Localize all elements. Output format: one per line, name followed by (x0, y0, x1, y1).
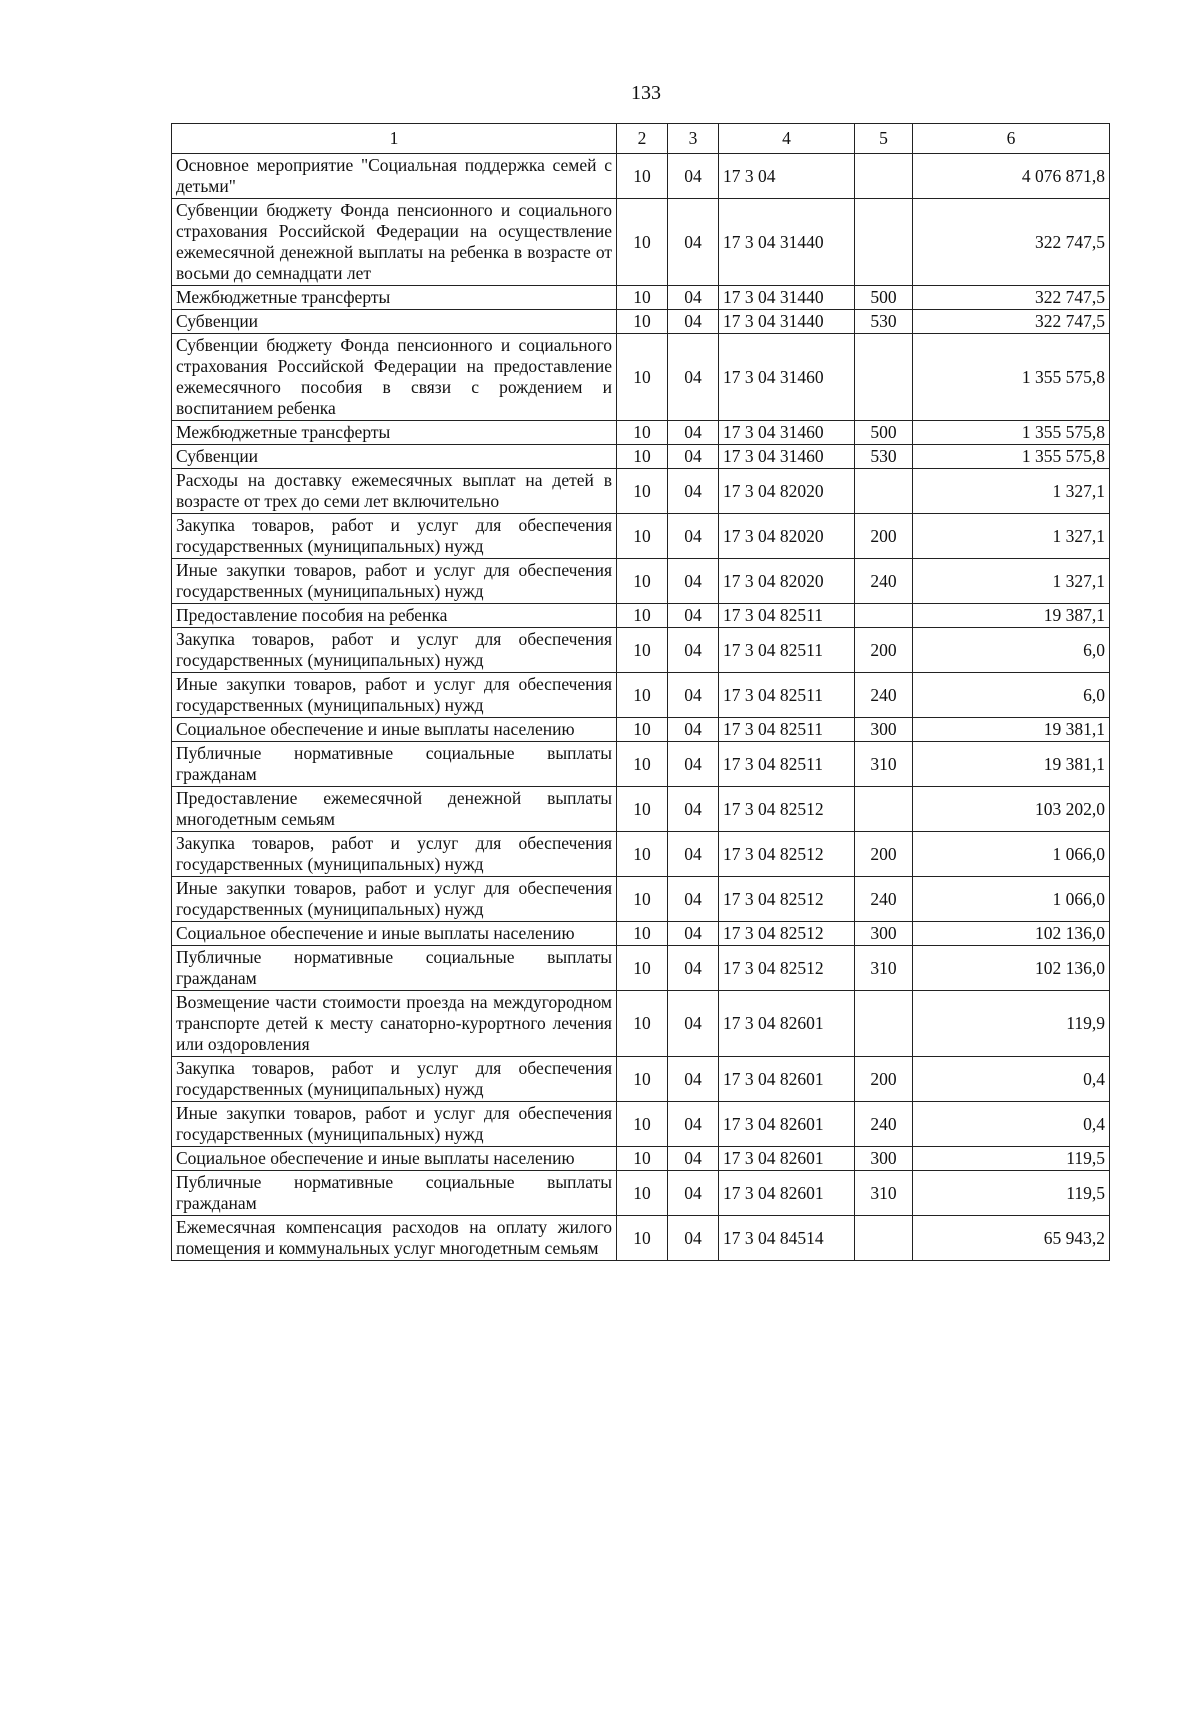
row-subsection-cell: 04 (668, 832, 719, 877)
row-subsection-cell: 04 (668, 991, 719, 1057)
row-name-cell: Иные закупки товаров, работ и услуг для обеспечения государственных (муниципальных) нужд (172, 559, 617, 604)
row-name-cell: Публичные нормативные социальные выплаты гражданам (172, 742, 617, 787)
row-name-cell: Основное мероприятие "Социальная поддержка семей с детьми" (172, 154, 617, 199)
row-expense-type-cell (855, 787, 913, 832)
table-row (172, 718, 1110, 742)
row-subsection-cell: 04 (668, 334, 719, 421)
row-subsection-cell: 04 (668, 628, 719, 673)
row-expense-type-cell (855, 1216, 913, 1261)
table-row (172, 1102, 1110, 1147)
row-section-cell: 10 (617, 310, 668, 334)
row-target-code-cell: 17 3 04 82511 (719, 673, 855, 718)
table-body (172, 154, 1110, 1261)
row-target-code-cell: 17 3 04 82601 (719, 1171, 855, 1216)
row-section-cell: 10 (617, 718, 668, 742)
row-target-code-cell: 17 3 04 31440 (719, 199, 855, 286)
row-name-cell: Иные закупки товаров, работ и услуг для обеспечения государственных (муниципальных) нужд (172, 1102, 617, 1147)
row-amount-cell: 1 355 575,8 (913, 334, 1110, 421)
col-header-subsection: 3 (668, 124, 719, 154)
row-amount-cell: 19 387,1 (913, 604, 1110, 628)
table-row (172, 787, 1110, 832)
row-section-cell: 10 (617, 628, 668, 673)
table-row (172, 628, 1110, 673)
row-amount-cell: 1 327,1 (913, 559, 1110, 604)
table-row (172, 1147, 1110, 1171)
row-amount-cell: 6,0 (913, 673, 1110, 718)
row-amount-cell: 4 076 871,8 (913, 154, 1110, 199)
row-subsection-cell: 04 (668, 154, 719, 199)
table-row (172, 922, 1110, 946)
page-number: 133 (631, 82, 661, 104)
row-expense-type-cell: 240 (855, 559, 913, 604)
row-name-cell: Иные закупки товаров, работ и услуг для обеспечения государственных (муниципальных) нужд (172, 673, 617, 718)
table-row (172, 559, 1110, 604)
row-expense-type-cell: 240 (855, 1102, 913, 1147)
row-target-code-cell: 17 3 04 82511 (719, 604, 855, 628)
table-row (172, 310, 1110, 334)
row-expense-type-cell: 530 (855, 310, 913, 334)
row-subsection-cell: 04 (668, 1147, 719, 1171)
row-subsection-cell: 04 (668, 718, 719, 742)
row-subsection-cell: 04 (668, 742, 719, 787)
row-target-code-cell: 17 3 04 82511 (719, 718, 855, 742)
row-expense-type-cell: 300 (855, 1147, 913, 1171)
row-amount-cell: 1 355 575,8 (913, 421, 1110, 445)
row-name-cell: Межбюджетные трансферты (172, 421, 617, 445)
row-subsection-cell: 04 (668, 1171, 719, 1216)
row-name-cell: Субвенции (172, 445, 617, 469)
col-header-target-code: 4 (719, 124, 855, 154)
row-subsection-cell: 04 (668, 286, 719, 310)
table-row (172, 877, 1110, 922)
row-section-cell: 10 (617, 199, 668, 286)
row-target-code-cell: 17 3 04 82511 (719, 628, 855, 673)
row-subsection-cell: 04 (668, 469, 719, 514)
row-expense-type-cell: 200 (855, 514, 913, 559)
row-expense-type-cell (855, 334, 913, 421)
row-section-cell: 10 (617, 286, 668, 310)
row-subsection-cell: 04 (668, 946, 719, 991)
row-amount-cell: 1 066,0 (913, 877, 1110, 922)
row-amount-cell: 0,4 (913, 1057, 1110, 1102)
table-row (172, 469, 1110, 514)
row-amount-cell: 19 381,1 (913, 742, 1110, 787)
row-amount-cell: 1 355 575,8 (913, 445, 1110, 469)
row-subsection-cell: 04 (668, 922, 719, 946)
row-target-code-cell: 17 3 04 82601 (719, 1147, 855, 1171)
table-row (172, 673, 1110, 718)
row-target-code-cell: 17 3 04 82511 (719, 742, 855, 787)
row-section-cell: 10 (617, 991, 668, 1057)
row-target-code-cell: 17 3 04 82601 (719, 1057, 855, 1102)
row-target-code-cell: 17 3 04 31460 (719, 421, 855, 445)
row-target-code-cell: 17 3 04 82020 (719, 559, 855, 604)
row-name-cell: Субвенции бюджету Фонда пенсионного и социального страхования Российской Федерации на предоставление ежемесячного пособия в связи с рождением и воспитанием ребенка (172, 334, 617, 421)
row-section-cell: 10 (617, 1102, 668, 1147)
row-name-cell: Закупка товаров, работ и услуг для обеспечения государственных (муниципальных) нужд (172, 514, 617, 559)
row-section-cell: 10 (617, 1147, 668, 1171)
table-row (172, 742, 1110, 787)
row-amount-cell: 119,5 (913, 1147, 1110, 1171)
row-target-code-cell: 17 3 04 82020 (719, 469, 855, 514)
row-amount-cell: 1 066,0 (913, 832, 1110, 877)
row-amount-cell: 6,0 (913, 628, 1110, 673)
row-name-cell: Социальное обеспечение и иные выплаты населению (172, 922, 617, 946)
row-name-cell: Публичные нормативные социальные выплаты гражданам (172, 1171, 617, 1216)
table-row (172, 991, 1110, 1057)
header-row (172, 124, 1110, 154)
row-target-code-cell: 17 3 04 (719, 154, 855, 199)
row-subsection-cell: 04 (668, 559, 719, 604)
row-section-cell: 10 (617, 514, 668, 559)
row-target-code-cell: 17 3 04 31440 (719, 286, 855, 310)
row-subsection-cell: 04 (668, 604, 719, 628)
row-name-cell: Межбюджетные трансферты (172, 286, 617, 310)
row-expense-type-cell (855, 154, 913, 199)
row-section-cell: 10 (617, 1057, 668, 1102)
row-amount-cell: 103 202,0 (913, 787, 1110, 832)
row-amount-cell: 65 943,2 (913, 1216, 1110, 1261)
row-target-code-cell: 17 3 04 82512 (719, 832, 855, 877)
row-subsection-cell: 04 (668, 310, 719, 334)
row-expense-type-cell: 240 (855, 877, 913, 922)
row-target-code-cell: 17 3 04 82601 (719, 991, 855, 1057)
table-row (172, 1216, 1110, 1261)
table-row (172, 514, 1110, 559)
row-expense-type-cell: 200 (855, 628, 913, 673)
row-name-cell: Возмещение части стоимости проезда на междугородном транспорте детей к месту санаторно-курортного лечения или оздоровления (172, 991, 617, 1057)
row-subsection-cell: 04 (668, 673, 719, 718)
row-section-cell: 10 (617, 877, 668, 922)
row-expense-type-cell: 500 (855, 286, 913, 310)
row-subsection-cell: 04 (668, 877, 719, 922)
table-row (172, 445, 1110, 469)
col-header-section: 2 (617, 124, 668, 154)
table-row (172, 199, 1110, 286)
row-section-cell: 10 (617, 832, 668, 877)
row-amount-cell: 322 747,5 (913, 310, 1110, 334)
row-subsection-cell: 04 (668, 1216, 719, 1261)
row-subsection-cell: 04 (668, 514, 719, 559)
budget-table (171, 123, 1110, 1261)
row-amount-cell: 322 747,5 (913, 199, 1110, 286)
row-expense-type-cell: 300 (855, 922, 913, 946)
row-target-code-cell: 17 3 04 84514 (719, 1216, 855, 1261)
row-name-cell: Субвенции (172, 310, 617, 334)
row-expense-type-cell: 310 (855, 742, 913, 787)
table-row (172, 286, 1110, 310)
table-row (172, 1057, 1110, 1102)
row-amount-cell: 1 327,1 (913, 514, 1110, 559)
row-expense-type-cell (855, 199, 913, 286)
row-amount-cell: 119,5 (913, 1171, 1110, 1216)
row-name-cell: Публичные нормативные социальные выплаты гражданам (172, 946, 617, 991)
row-expense-type-cell: 530 (855, 445, 913, 469)
row-expense-type-cell (855, 469, 913, 514)
row-expense-type-cell: 310 (855, 1171, 913, 1216)
table-row (172, 1171, 1110, 1216)
row-name-cell: Социальное обеспечение и иные выплаты населению (172, 718, 617, 742)
row-target-code-cell: 17 3 04 82512 (719, 946, 855, 991)
row-target-code-cell: 17 3 04 82512 (719, 922, 855, 946)
row-section-cell: 10 (617, 154, 668, 199)
row-section-cell: 10 (617, 421, 668, 445)
row-name-cell: Предоставление ежемесячной денежной выплаты многодетным семьям (172, 787, 617, 832)
row-subsection-cell: 04 (668, 445, 719, 469)
row-section-cell: 10 (617, 787, 668, 832)
row-expense-type-cell (855, 604, 913, 628)
row-name-cell: Предоставление пособия на ребенка (172, 604, 617, 628)
row-subsection-cell: 04 (668, 421, 719, 445)
row-subsection-cell: 04 (668, 1102, 719, 1147)
row-section-cell: 10 (617, 922, 668, 946)
row-section-cell: 10 (617, 946, 668, 991)
row-amount-cell: 19 381,1 (913, 718, 1110, 742)
table-row (172, 604, 1110, 628)
row-amount-cell: 1 327,1 (913, 469, 1110, 514)
row-section-cell: 10 (617, 604, 668, 628)
row-target-code-cell: 17 3 04 82601 (719, 1102, 855, 1147)
table-row (172, 154, 1110, 199)
row-section-cell: 10 (617, 445, 668, 469)
row-section-cell: 10 (617, 742, 668, 787)
row-target-code-cell: 17 3 04 82512 (719, 877, 855, 922)
row-name-cell: Иные закупки товаров, работ и услуг для обеспечения государственных (муниципальных) нужд (172, 877, 617, 922)
row-target-code-cell: 17 3 04 82512 (719, 787, 855, 832)
row-name-cell: Социальное обеспечение и иные выплаты населению (172, 1147, 617, 1171)
row-name-cell: Ежемесячная компенсация расходов на оплату жилого помещения и коммунальных услуг многодетным семьям (172, 1216, 617, 1261)
row-name-cell: Закупка товаров, работ и услуг для обеспечения государственных (муниципальных) нужд (172, 1057, 617, 1102)
row-section-cell: 10 (617, 1216, 668, 1261)
row-name-cell: Закупка товаров, работ и услуг для обеспечения государственных (муниципальных) нужд (172, 628, 617, 673)
row-section-cell: 10 (617, 1171, 668, 1216)
row-expense-type-cell: 200 (855, 832, 913, 877)
row-expense-type-cell: 310 (855, 946, 913, 991)
row-subsection-cell: 04 (668, 1057, 719, 1102)
row-expense-type-cell: 200 (855, 1057, 913, 1102)
row-target-code-cell: 17 3 04 31440 (719, 310, 855, 334)
row-section-cell: 10 (617, 559, 668, 604)
row-expense-type-cell: 500 (855, 421, 913, 445)
table-row (172, 421, 1110, 445)
row-amount-cell: 322 747,5 (913, 286, 1110, 310)
row-name-cell: Расходы на доставку ежемесячных выплат на детей в возрасте от трех до семи лет включительно (172, 469, 617, 514)
row-target-code-cell: 17 3 04 31460 (719, 445, 855, 469)
row-expense-type-cell: 240 (855, 673, 913, 718)
row-amount-cell: 119,9 (913, 991, 1110, 1057)
row-name-cell: Закупка товаров, работ и услуг для обеспечения государственных (муниципальных) нужд (172, 832, 617, 877)
col-header-name: 1 (172, 124, 617, 154)
table-row (172, 832, 1110, 877)
row-subsection-cell: 04 (668, 787, 719, 832)
col-header-amount: 6 (913, 124, 1110, 154)
row-expense-type-cell: 300 (855, 718, 913, 742)
row-amount-cell: 102 136,0 (913, 946, 1110, 991)
col-header-expense-type: 5 (855, 124, 913, 154)
row-section-cell: 10 (617, 469, 668, 514)
table-row (172, 334, 1110, 421)
row-target-code-cell: 17 3 04 82020 (719, 514, 855, 559)
row-name-cell: Субвенции бюджету Фонда пенсионного и социального страхования Российской Федерации на осуществление ежемесячной денежной выплаты на ребенка в возрасте от восьми до семнадцати лет (172, 199, 617, 286)
row-subsection-cell: 04 (668, 199, 719, 286)
row-target-code-cell: 17 3 04 31460 (719, 334, 855, 421)
row-amount-cell: 102 136,0 (913, 922, 1110, 946)
row-section-cell: 10 (617, 673, 668, 718)
row-amount-cell: 0,4 (913, 1102, 1110, 1147)
table-row (172, 946, 1110, 991)
row-section-cell: 10 (617, 334, 668, 421)
row-expense-type-cell (855, 991, 913, 1057)
